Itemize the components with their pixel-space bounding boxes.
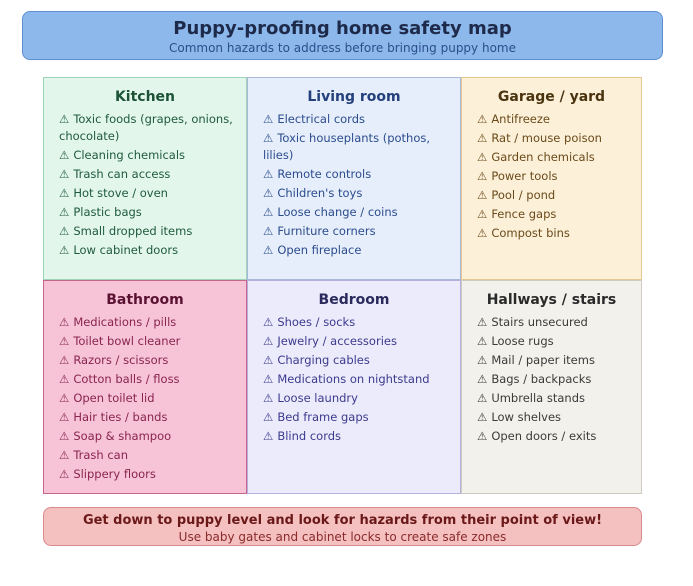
room-title: Kitchen bbox=[114, 89, 176, 105]
hazard-item bbox=[477, 352, 641, 369]
room-title: Garage / yard bbox=[497, 89, 606, 105]
hazard-item bbox=[59, 390, 246, 407]
hazard-label: Toxic foods (grapes, onions, chocolate) bbox=[59, 112, 233, 143]
hazard-list bbox=[59, 314, 246, 483]
hazard-label: Low cabinet doors bbox=[73, 243, 179, 257]
hazard-item bbox=[263, 390, 460, 407]
warning-icon: ⚠ bbox=[59, 334, 70, 348]
hazard-item bbox=[59, 352, 246, 369]
warning-icon: ⚠ bbox=[263, 429, 274, 443]
room-kitchen bbox=[43, 77, 247, 280]
hazard-label: Power tools bbox=[491, 169, 558, 183]
hazard-label: Bags / backpacks bbox=[491, 372, 592, 386]
hazard-item bbox=[477, 130, 641, 147]
warning-icon: ⚠ bbox=[477, 188, 488, 202]
warning-icon: ⚠ bbox=[477, 410, 488, 424]
hazard-label: Garden chemicals bbox=[491, 150, 595, 164]
hazard-list bbox=[263, 111, 460, 259]
warning-icon: ⚠ bbox=[477, 131, 488, 145]
hazard-label: Umbrella stands bbox=[491, 391, 586, 405]
warning-icon: ⚠ bbox=[477, 334, 488, 348]
hazard-item bbox=[263, 314, 460, 331]
warning-icon: ⚠ bbox=[59, 391, 70, 405]
hazard-label: Rat / mouse poison bbox=[491, 131, 602, 145]
hazard-label: Antifreeze bbox=[491, 112, 550, 126]
warning-icon: ⚠ bbox=[477, 429, 488, 443]
room-bedroom bbox=[247, 280, 461, 494]
hazard-label: Shoes / socks bbox=[277, 315, 356, 329]
warning-icon: ⚠ bbox=[59, 315, 70, 329]
hazard-item bbox=[59, 333, 246, 350]
hazard-label: Toilet bowl cleaner bbox=[73, 334, 181, 348]
hazard-list bbox=[477, 111, 641, 242]
hazard-item bbox=[477, 168, 641, 185]
page-title: Puppy-proofing home safety map bbox=[173, 18, 512, 39]
hazard-item bbox=[263, 371, 460, 388]
hazard-item bbox=[59, 166, 246, 183]
room-title: Living room bbox=[307, 89, 401, 105]
hazard-label: Charging cables bbox=[277, 353, 370, 367]
warning-icon: ⚠ bbox=[59, 224, 70, 238]
hazard-item bbox=[263, 166, 460, 183]
hazard-item bbox=[263, 130, 460, 164]
hazard-label: Hot stove / oven bbox=[73, 186, 168, 200]
hazard-item bbox=[263, 204, 460, 221]
hazard-item bbox=[477, 428, 641, 445]
warning-icon: ⚠ bbox=[477, 112, 488, 126]
hazard-item bbox=[263, 111, 460, 128]
hazard-item bbox=[477, 206, 641, 223]
hazard-label: Children's toys bbox=[277, 186, 363, 200]
room-title: Bedroom bbox=[318, 292, 390, 308]
footer-tip: Get down to puppy level and look for hazards from their point of view! bbox=[82, 513, 603, 528]
hazard-item bbox=[59, 466, 246, 483]
hazard-label: Stairs unsecured bbox=[491, 315, 588, 329]
footer-subtip: Use baby gates and cabinet locks to create safe zones bbox=[178, 530, 507, 544]
room-title: Bathroom bbox=[106, 292, 184, 308]
hazard-label: Soap & shampoo bbox=[73, 429, 172, 443]
warning-icon: ⚠ bbox=[477, 315, 488, 329]
hazard-item bbox=[59, 409, 246, 426]
warning-icon: ⚠ bbox=[59, 467, 70, 481]
warning-icon: ⚠ bbox=[263, 410, 274, 424]
warning-icon: ⚠ bbox=[263, 243, 274, 257]
warning-icon: ⚠ bbox=[59, 186, 70, 200]
hazard-item bbox=[263, 428, 460, 445]
hazard-item bbox=[59, 111, 246, 145]
hazard-label: Bed frame gaps bbox=[277, 410, 369, 424]
hazard-label: Blind cords bbox=[277, 429, 342, 443]
hazard-item bbox=[477, 390, 641, 407]
hazard-label: Loose laundry bbox=[277, 391, 358, 405]
hazard-label: Open fireplace bbox=[277, 243, 362, 257]
hazard-item bbox=[477, 371, 641, 388]
hazard-label: Open toilet lid bbox=[73, 391, 155, 405]
header-banner bbox=[22, 11, 663, 60]
warning-icon: ⚠ bbox=[477, 207, 488, 221]
warning-icon: ⚠ bbox=[263, 112, 274, 126]
hazard-label: Mail / paper items bbox=[491, 353, 595, 367]
hazard-label: Plastic bags bbox=[73, 205, 142, 219]
hazard-item bbox=[59, 147, 246, 164]
hazard-label: Pool / pond bbox=[491, 188, 556, 202]
warning-icon: ⚠ bbox=[263, 315, 274, 329]
warning-icon: ⚠ bbox=[477, 391, 488, 405]
hazard-label: Remote controls bbox=[277, 167, 372, 181]
warning-icon: ⚠ bbox=[59, 353, 70, 367]
hazard-label: Electrical cords bbox=[277, 112, 365, 126]
warning-icon: ⚠ bbox=[263, 224, 274, 238]
hazard-label: Medications / pills bbox=[73, 315, 177, 329]
hazard-item bbox=[59, 314, 246, 331]
hazard-label: Cotton balls / floss bbox=[73, 372, 180, 386]
hazard-label: Razors / scissors bbox=[73, 353, 169, 367]
warning-icon: ⚠ bbox=[59, 167, 70, 181]
hazard-list bbox=[59, 111, 246, 259]
hazard-item bbox=[59, 371, 246, 388]
warning-icon: ⚠ bbox=[59, 372, 70, 386]
warning-icon: ⚠ bbox=[263, 334, 274, 348]
hazard-label: Compost bins bbox=[491, 226, 570, 240]
hazard-label: Open doors / exits bbox=[491, 429, 597, 443]
warning-icon: ⚠ bbox=[59, 205, 70, 219]
warning-icon: ⚠ bbox=[263, 205, 274, 219]
warning-icon: ⚠ bbox=[263, 186, 274, 200]
hazard-item bbox=[59, 204, 246, 221]
room-garage-yard bbox=[461, 77, 642, 280]
warning-icon: ⚠ bbox=[477, 169, 488, 183]
warning-icon: ⚠ bbox=[59, 429, 70, 443]
warning-icon: ⚠ bbox=[59, 148, 70, 162]
hazard-label: Trash can bbox=[73, 448, 129, 462]
hazard-label: Cleaning chemicals bbox=[73, 148, 186, 162]
hazard-item bbox=[263, 185, 460, 202]
page-subtitle: Common hazards to address before bringing puppy home bbox=[168, 41, 516, 55]
hazard-label: Slippery floors bbox=[73, 467, 156, 481]
warning-icon: ⚠ bbox=[263, 353, 274, 367]
warning-icon: ⚠ bbox=[263, 131, 274, 145]
hazard-list bbox=[263, 314, 460, 445]
hazard-item bbox=[263, 242, 460, 259]
hazard-label: Toxic houseplants (pothos, lilies) bbox=[263, 131, 431, 162]
hazard-item bbox=[263, 223, 460, 240]
hazard-item bbox=[477, 333, 641, 350]
hazard-item bbox=[477, 187, 641, 204]
hazard-label: Trash can access bbox=[73, 167, 171, 181]
hazard-item bbox=[477, 409, 641, 426]
hazard-label: Loose rugs bbox=[491, 334, 554, 348]
hazard-item bbox=[263, 333, 460, 350]
hazard-label: Loose change / coins bbox=[277, 205, 398, 219]
footer-tip-banner bbox=[43, 507, 642, 546]
warning-icon: ⚠ bbox=[477, 372, 488, 386]
hazard-label: Furniture corners bbox=[277, 224, 376, 238]
hazard-item bbox=[59, 428, 246, 445]
hazard-item bbox=[477, 149, 641, 166]
hazard-label: Fence gaps bbox=[491, 207, 557, 221]
warning-icon: ⚠ bbox=[263, 167, 274, 181]
hazard-item bbox=[59, 223, 246, 240]
hazard-item bbox=[263, 352, 460, 369]
hazard-item bbox=[59, 185, 246, 202]
warning-icon: ⚠ bbox=[477, 226, 488, 240]
hazard-item bbox=[477, 111, 641, 128]
warning-icon: ⚠ bbox=[477, 150, 488, 164]
warning-icon: ⚠ bbox=[59, 112, 70, 126]
hazard-item bbox=[263, 409, 460, 426]
hazard-label: Small dropped items bbox=[73, 224, 193, 238]
hazard-item bbox=[477, 225, 641, 242]
warning-icon: ⚠ bbox=[59, 243, 70, 257]
room-bathroom bbox=[43, 280, 247, 494]
hazard-label: Jewelry / accessories bbox=[277, 334, 397, 348]
warning-icon: ⚠ bbox=[59, 448, 70, 462]
hazard-list bbox=[477, 314, 641, 445]
room-living-room bbox=[247, 77, 461, 280]
warning-icon: ⚠ bbox=[263, 372, 274, 386]
warning-icon: ⚠ bbox=[59, 410, 70, 424]
warning-icon: ⚠ bbox=[477, 353, 488, 367]
hazard-label: Low shelves bbox=[491, 410, 562, 424]
hazard-item bbox=[59, 447, 246, 464]
hazard-label: Medications on nightstand bbox=[277, 372, 430, 386]
room-title: Hallways / stairs bbox=[486, 292, 617, 308]
hazard-item bbox=[477, 314, 641, 331]
warning-icon: ⚠ bbox=[263, 391, 274, 405]
hazard-item bbox=[59, 242, 246, 259]
room-hallways-stairs bbox=[461, 280, 642, 494]
hazard-label: Hair ties / bands bbox=[73, 410, 168, 424]
